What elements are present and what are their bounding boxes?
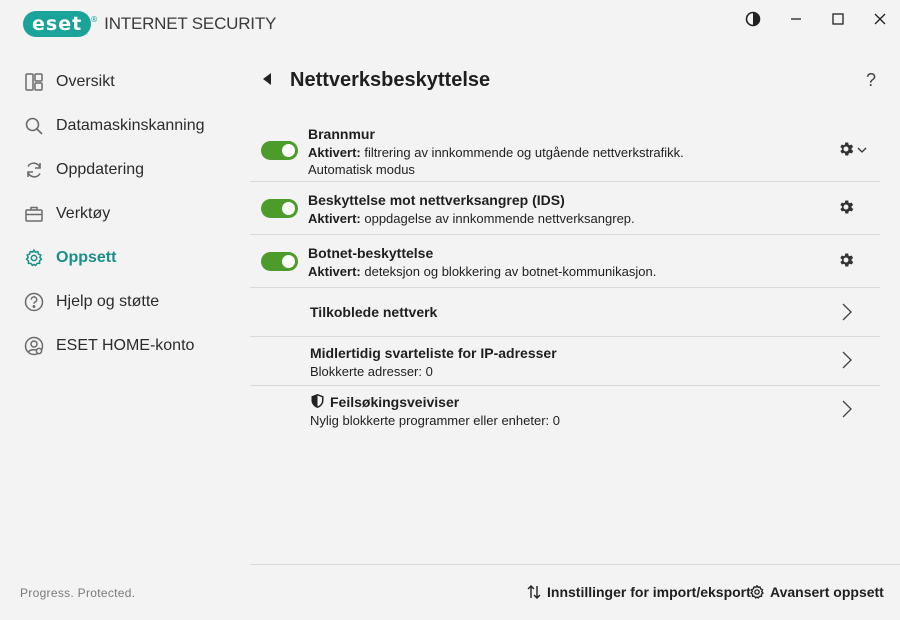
- ids-status: Aktivert: oppdagelse av innkommende nettverksangrep.: [308, 211, 635, 226]
- gear-icon: [24, 248, 44, 268]
- tagline: Progress. Protected.: [20, 586, 136, 600]
- dashboard-icon: [24, 72, 44, 92]
- firewall-mode: Automatisk modus: [308, 162, 415, 177]
- firewall-status: Aktivert: filtrering av innkommende og utgående nettverkstrafikk.: [308, 145, 684, 160]
- sidebar-item-label: Oppsett: [56, 249, 117, 266]
- logo-badge: eset ®: [23, 11, 91, 37]
- connected-networks-title: Tilkoblede nettverk: [310, 304, 438, 320]
- botnet-status: Aktivert: deteksjon og blokkering av botnet-kommunikasjon.: [308, 264, 657, 279]
- firewall-expand-chevron-down-icon[interactable]: [856, 143, 868, 155]
- footer-divider: [250, 564, 900, 565]
- import-export-label: Innstillinger for import/eksport: [547, 584, 751, 600]
- sidebar-item-label: Oversikt: [56, 73, 115, 90]
- sidebar-item-label: Oppdatering: [56, 161, 145, 178]
- sidebar-item-label: Verktøy: [56, 205, 111, 222]
- sort-arrows-icon: [526, 584, 542, 600]
- account-icon: [24, 336, 44, 356]
- advanced-setup-label: Avansert oppsett: [770, 584, 884, 600]
- help-icon[interactable]: ?: [866, 70, 877, 90]
- botnet-title: Botnet-beskyttelse: [308, 245, 434, 261]
- import-export-button[interactable]: [526, 584, 751, 600]
- briefcase-icon: [24, 204, 44, 224]
- firewall-row: [250, 118, 880, 182]
- firewall-settings-gear-icon[interactable]: [837, 140, 855, 158]
- registered-mark: ®: [90, 15, 100, 24]
- shield-icon: [310, 393, 325, 409]
- botnet-settings-gear-icon[interactable]: [837, 251, 855, 269]
- sidebar-item-label: Datamaskinskanning: [56, 117, 205, 134]
- firewall-title: Brannmur: [308, 126, 375, 142]
- sidebar-item-computer-scan[interactable]: [0, 104, 250, 148]
- help-circle-icon: [24, 292, 44, 312]
- gear-icon: [749, 584, 765, 600]
- botnet-toggle[interactable]: [261, 252, 298, 271]
- sidebar-item-eset-home[interactable]: [0, 324, 250, 368]
- sidebar-item-update[interactable]: [0, 148, 250, 192]
- sidebar: [0, 60, 250, 368]
- ids-toggle[interactable]: [261, 199, 298, 218]
- page-title: Nettverksbeskyttelse: [290, 69, 491, 91]
- troubleshooting-wizard-link[interactable]: [250, 386, 880, 436]
- main-panel: [250, 0, 900, 620]
- connected-networks-link[interactable]: [250, 288, 880, 337]
- firewall-toggle[interactable]: [261, 141, 298, 160]
- ids-row: [250, 182, 880, 235]
- troubleshooting-wizard-detail: Nylig blokkerte programmer eller enheter: 0: [310, 413, 560, 428]
- product-name: INTERNET SECURITY: [104, 14, 277, 33]
- ids-title: Beskyttelse mot nettverksangrep (IDS): [308, 192, 565, 208]
- refresh-icon: [24, 160, 44, 180]
- back-arrow-icon[interactable]: [263, 73, 271, 85]
- sidebar-item-overview[interactable]: [0, 60, 250, 104]
- chevron-right-icon: [839, 399, 853, 419]
- chevron-right-icon: [839, 302, 853, 322]
- sidebar-item-help[interactable]: [0, 280, 250, 324]
- search-icon: [24, 116, 44, 136]
- chevron-right-icon: [839, 350, 853, 370]
- ip-blacklist-title: Midlertidig svarteliste for IP-adresser: [310, 345, 557, 361]
- sidebar-item-label: Hjelp og støtte: [56, 293, 160, 310]
- sidebar-item-setup[interactable]: [0, 236, 250, 280]
- ip-blacklist-detail: Blokkerte adresser: 0: [310, 364, 433, 379]
- sidebar-item-tools[interactable]: [0, 192, 250, 236]
- advanced-setup-button[interactable]: [749, 584, 884, 600]
- ids-settings-gear-icon[interactable]: [837, 198, 855, 216]
- sidebar-item-label: ESET HOME-konto: [56, 337, 195, 354]
- eset-logo: [23, 11, 276, 37]
- troubleshooting-wizard-title: Feilsøkingsveiviser: [330, 394, 460, 410]
- ip-blacklist-link[interactable]: [250, 337, 880, 386]
- botnet-row: [250, 235, 880, 288]
